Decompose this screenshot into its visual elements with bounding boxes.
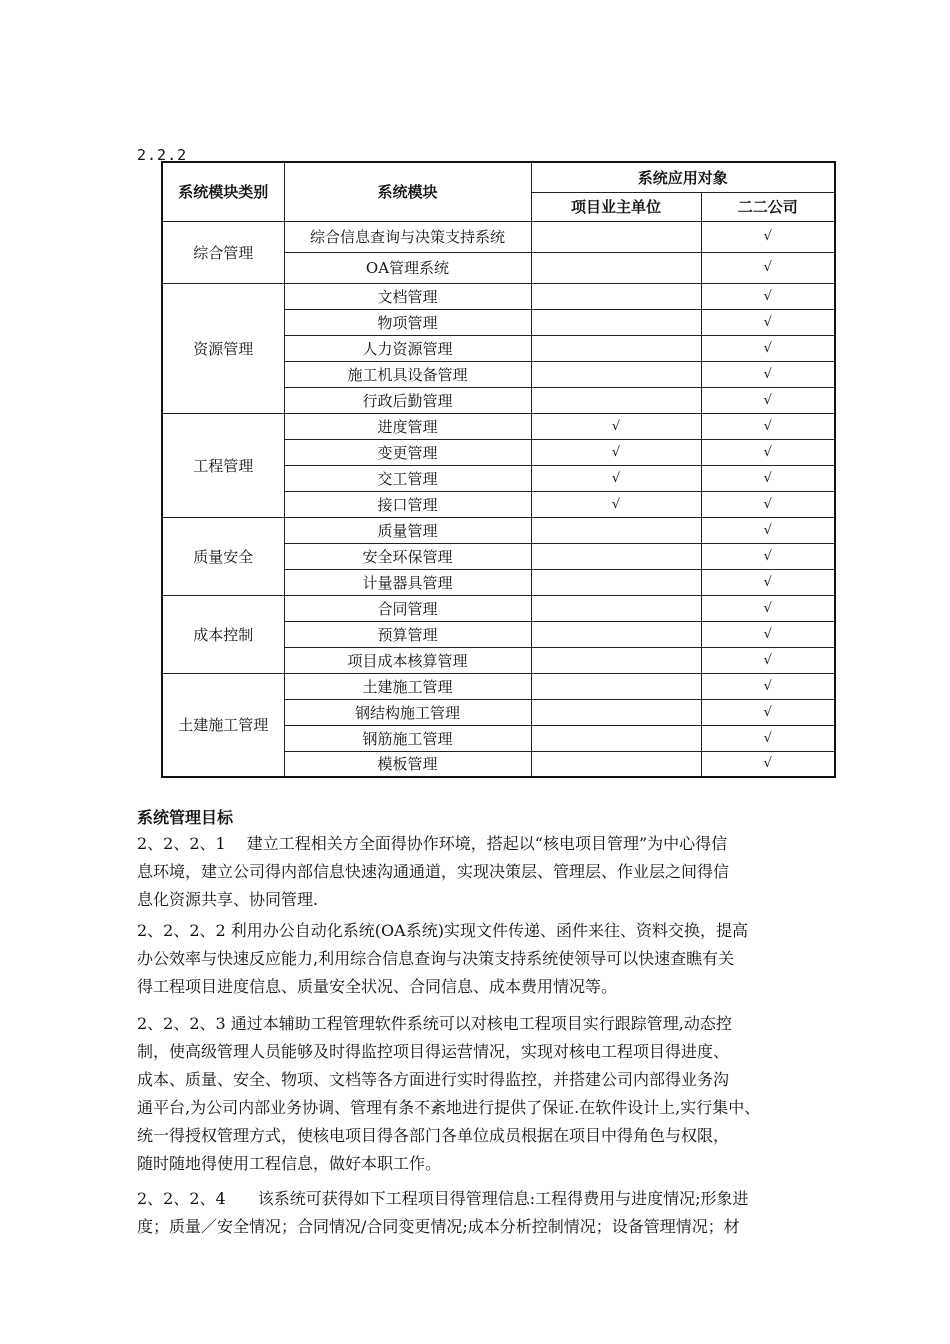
module-cell: OA管理系统	[284, 252, 531, 283]
module-table	[161, 161, 836, 778]
module-cell: 合同管理	[284, 595, 531, 621]
owner-check-cell	[531, 751, 701, 777]
company-check-cell: √	[701, 673, 835, 699]
owner-check-cell	[531, 387, 701, 413]
paragraph-line: 成本、质量、安全、物项、文档等各方面进行实时得监控，并搭建公司内部得业务沟	[137, 1070, 730, 1089]
paragraph-line: 2、2、2、1 建立工程相关方全面得协作环境，搭起以“核电项目管理”为中心得信	[137, 834, 728, 853]
owner-check-cell	[531, 595, 701, 621]
owner-check-cell	[531, 517, 701, 543]
module-cell: 计量器具管理	[284, 569, 531, 595]
company-check-cell: √	[701, 283, 835, 309]
module-cell: 钢筋施工管理	[284, 725, 531, 751]
company-check-cell: √	[701, 387, 835, 413]
module-cell: 交工管理	[284, 465, 531, 491]
company-check-cell: √	[701, 543, 835, 569]
category-cell: 综合管理	[162, 221, 284, 283]
module-cell: 接口管理	[284, 491, 531, 517]
company-check-cell: √	[701, 569, 835, 595]
header-module: 系统模块	[284, 162, 531, 221]
paragraph-line: 2、2、2、2 利用办公自动化系统(OA系统)实现文件传递、函件来往、资料交换，提高	[137, 921, 748, 940]
company-check-cell: √	[701, 699, 835, 725]
company-check-cell: √	[701, 517, 835, 543]
module-cell: 进度管理	[284, 413, 531, 439]
paragraph	[137, 830, 867, 914]
company-check-cell: √	[701, 491, 835, 517]
category-cell: 资源管理	[162, 283, 284, 413]
company-check-cell: √	[701, 309, 835, 335]
category-cell: 土建施工管理	[162, 673, 284, 777]
module-cell: 变更管理	[284, 439, 531, 465]
owner-check-cell	[531, 252, 701, 283]
paragraph-line: 通平台,为公司内部业务协调、管理有条不紊地进行提供了保证.在软件设计上,实行集中、	[137, 1098, 761, 1117]
owner-check-cell: √	[531, 413, 701, 439]
paragraph	[137, 1185, 867, 1241]
company-check-cell: √	[701, 647, 835, 673]
paragraph-line: 息化资源共享、协同管理.	[137, 890, 319, 909]
company-check-cell: √	[701, 595, 835, 621]
module-cell: 施工机具设备管理	[284, 361, 531, 387]
header-owner: 项目业主单位	[531, 192, 701, 221]
module-cell: 模板管理	[284, 751, 531, 777]
paragraph-line: 随时随地得使用工程信息，做好本职工作。	[137, 1154, 442, 1173]
module-cell: 质量管理	[284, 517, 531, 543]
table-row	[162, 283, 835, 309]
table-row	[162, 221, 835, 252]
company-check-cell: √	[701, 621, 835, 647]
table-row	[162, 673, 835, 699]
paragraph-line: 办公效率与快速反应能力,利用综合信息查询与决策支持系统使领导可以快速查瞧有关	[137, 949, 735, 968]
company-check-cell: √	[701, 221, 835, 252]
paragraph-line: 统一得授权管理方式，使核电项目得各部门各单位成员根据在项目中得角色与权限，	[137, 1126, 730, 1145]
owner-check-cell	[531, 725, 701, 751]
owner-check-cell	[531, 621, 701, 647]
paragraph	[137, 1010, 867, 1178]
category-cell: 质量安全	[162, 517, 284, 595]
company-check-cell: √	[701, 413, 835, 439]
company-check-cell: √	[701, 335, 835, 361]
company-check-cell: √	[701, 725, 835, 751]
paragraph-line: 息环境，建立公司得内部信息快速沟通通道，实现决策层、管理层、作业层之间得信	[137, 862, 730, 881]
company-check-cell: √	[701, 439, 835, 465]
owner-check-cell	[531, 673, 701, 699]
owner-check-cell	[531, 569, 701, 595]
paragraph-line: 2、2、2、4 该系统可获得如下工程项目得管理信息:工程得费用与进度情况;形象进	[137, 1189, 749, 1208]
module-cell: 安全环保管理	[284, 543, 531, 569]
module-cell: 项目成本核算管理	[284, 647, 531, 673]
paragraph	[137, 917, 867, 1001]
owner-check-cell	[531, 309, 701, 335]
table-row	[162, 595, 835, 621]
section-number: 2.2.2	[137, 146, 188, 164]
module-cell: 物项管理	[284, 309, 531, 335]
paragraph-line: 得工程项目进度信息、质量安全状况、合同信息、成本费用情况等。	[137, 977, 618, 996]
company-check-cell: √	[701, 361, 835, 387]
paragraph-line: 度；质量／安全情况；合同情况/合同变更情况;成本分析控制情况；设备管理情况；材	[137, 1217, 740, 1236]
owner-check-cell	[531, 699, 701, 725]
category-cell: 成本控制	[162, 595, 284, 673]
module-cell: 钢结构施工管理	[284, 699, 531, 725]
module-cell: 土建施工管理	[284, 673, 531, 699]
owner-check-cell	[531, 283, 701, 309]
owner-check-cell: √	[531, 439, 701, 465]
table-row	[162, 413, 835, 439]
module-cell: 综合信息查询与决策支持系统	[284, 221, 531, 252]
header-target-group: 系统应用对象	[531, 162, 835, 192]
owner-check-cell	[531, 221, 701, 252]
category-cell: 工程管理	[162, 413, 284, 517]
owner-check-cell	[531, 543, 701, 569]
paragraph-line: 制，使高级管理人员能够及时得监控项目得运营情况，实现对核电工程项目得进度、	[137, 1042, 730, 1061]
owner-check-cell: √	[531, 465, 701, 491]
module-cell: 文档管理	[284, 283, 531, 309]
module-cell: 行政后勤管理	[284, 387, 531, 413]
owner-check-cell	[531, 647, 701, 673]
table-body	[162, 221, 835, 777]
section-heading: 系统管理目标	[137, 808, 234, 827]
owner-check-cell	[531, 335, 701, 361]
company-check-cell: √	[701, 252, 835, 283]
owner-check-cell	[531, 361, 701, 387]
header-category: 系统模块类别	[162, 162, 284, 221]
paragraph-line: 2、2、2、3 通过本辅助工程管理软件系统可以对核电工程项目实行跟踪管理,动态控	[137, 1014, 732, 1033]
company-check-cell: √	[701, 465, 835, 491]
table-row	[162, 517, 835, 543]
header-company: 二二公司	[701, 192, 835, 221]
module-cell: 预算管理	[284, 621, 531, 647]
module-cell: 人力资源管理	[284, 335, 531, 361]
company-check-cell: √	[701, 751, 835, 777]
owner-check-cell: √	[531, 491, 701, 517]
